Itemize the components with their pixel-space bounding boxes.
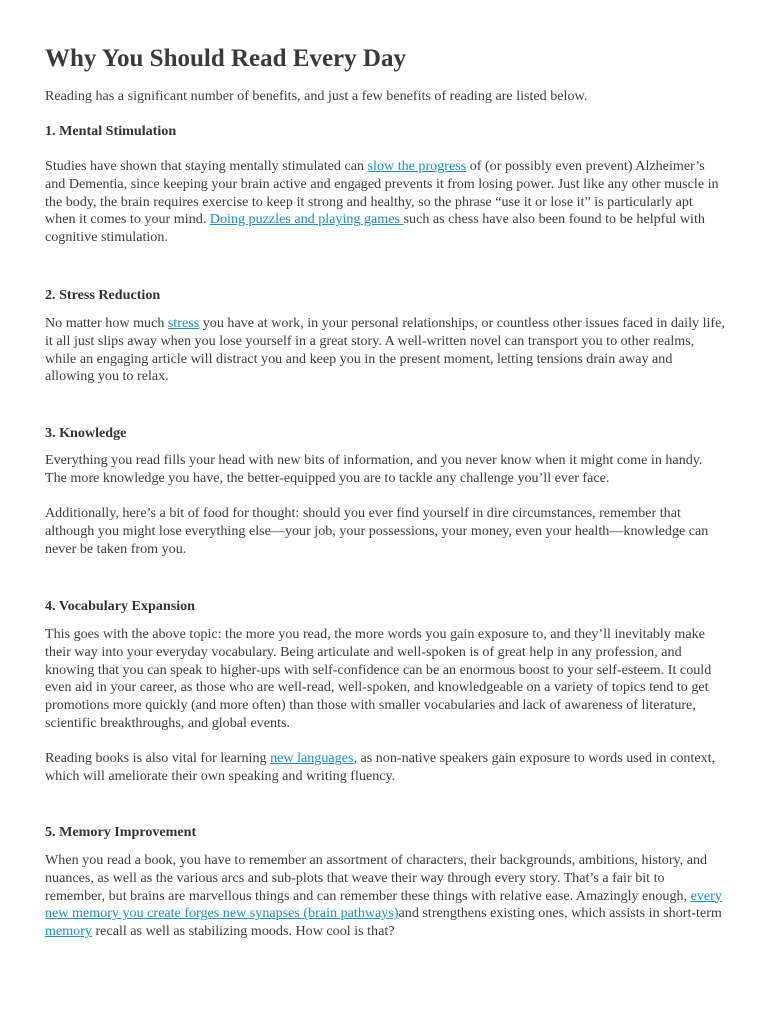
paragraph-text: No matter how much <box>45 315 168 331</box>
section-paragraph <box>45 315 725 386</box>
link-new-synapses[interactable]: every new memory you create forges new synapses (brain pathways) <box>45 887 722 922</box>
section-paragraph: Everything you read fills your head with new bits of information, and you never know when it might come in handy. The more knowledge you have, the better-equipped you are to tackle any challenge you’ll ever face. <box>45 452 703 486</box>
paragraph-text: When you read a book, you have to remember an assortment of characters, their backgrounds, ambitions, history, and nuances, as well as the various arcs and sub-plots that weave their way through every story. That’s a fair bit to remember, but brains are marvellous things and can remember these things with relative ease. Amazingly enough, <box>45 852 708 904</box>
section-paragraph <box>45 852 725 941</box>
section-heading-memory-improvement: 5. Memory Improvement <box>45 824 197 840</box>
paragraph-text: , as non-native speakers gain exposure to words used in context, which will ameliorate their own speaking and writing fluency. <box>45 750 716 784</box>
section-paragraph <box>45 750 725 786</box>
link-slow-the-progress[interactable]: slow the progress <box>367 158 467 174</box>
section-heading-vocabulary-expansion: 4. Vocabulary Expansion <box>45 598 195 614</box>
section-paragraph: This goes with the above topic: the more you read, the more words you gain exposure to, and they’ll inevitably make their way into your everyday vocabulary. Being articulate and well-spoken is of great help in any profession, and knowing that you can speak to higher-ups with self-confidence can be an enormous boost to your self-esteem. It could even aid in your career, as those who are well-read, well-spoken, and knowledgeable on a variety of topics tend to get promotions more quickly (and more often) than those with smaller vocabularies and lack of awareness of literature, scientific breakthroughs, and global events. <box>45 626 712 731</box>
page-title: Why You Should Read Every Day <box>45 45 406 72</box>
section-paragraph <box>45 158 725 247</box>
paragraph-text: Reading books is also vital for learning <box>45 750 271 766</box>
link-doing-puzzles[interactable]: Doing puzzles and playing games <box>209 211 404 228</box>
paragraph-text: Studies have shown that staying mentally stimulated can <box>45 158 368 174</box>
paragraph-text: of (or possibly even prevent) Alzheimer’s and Dementia, since keeping your brain active and engaged prevents it from losing power. Just like any other muscle in the body, the brain requires exercise to keep it strong and healthy, so the phrase “use it or lose it” is particularly apt when it comes to your mind. <box>45 158 719 228</box>
section-paragraph: Additionally, here’s a bit of food for thought: should you ever find yourself in dire circumstances, remember that although you might lose everything else—your job, your possessions, your money, even your health—knowledge can never be taken from you. <box>45 505 709 557</box>
paragraph-text: and strengthens existing ones, which assists in short-term <box>398 905 722 922</box>
section-heading-stress-reduction: 2. Stress Reduction <box>45 287 161 303</box>
intro-paragraph: Reading has a significant number of benefits, and just a few benefits of reading are listed below. <box>45 88 588 104</box>
paragraph-text: you have at work, in your personal relationships, or countless other issues faced in daily life, it all just slips away when you lose yourself in a great story. A well-written novel can transport you to other realms, while an engaging article will distract you and keep you in the present moment, letting tensions drain away and allowing you to relax. <box>45 315 725 385</box>
paragraph-text: such as chess have also been found to be helpful with cognitive stimulation. <box>45 211 705 246</box>
link-new-languages[interactable]: new languages <box>270 750 354 766</box>
link-stress[interactable]: stress <box>167 315 200 331</box>
link-memory[interactable]: memory <box>45 923 92 940</box>
section-heading-mental-stimulation: 1. Mental Stimulation <box>45 123 177 139</box>
section-heading-knowledge: 3. Knowledge <box>45 425 127 441</box>
paragraph-text: recall as well as stabilizing moods. How cool is that? <box>91 923 395 940</box>
